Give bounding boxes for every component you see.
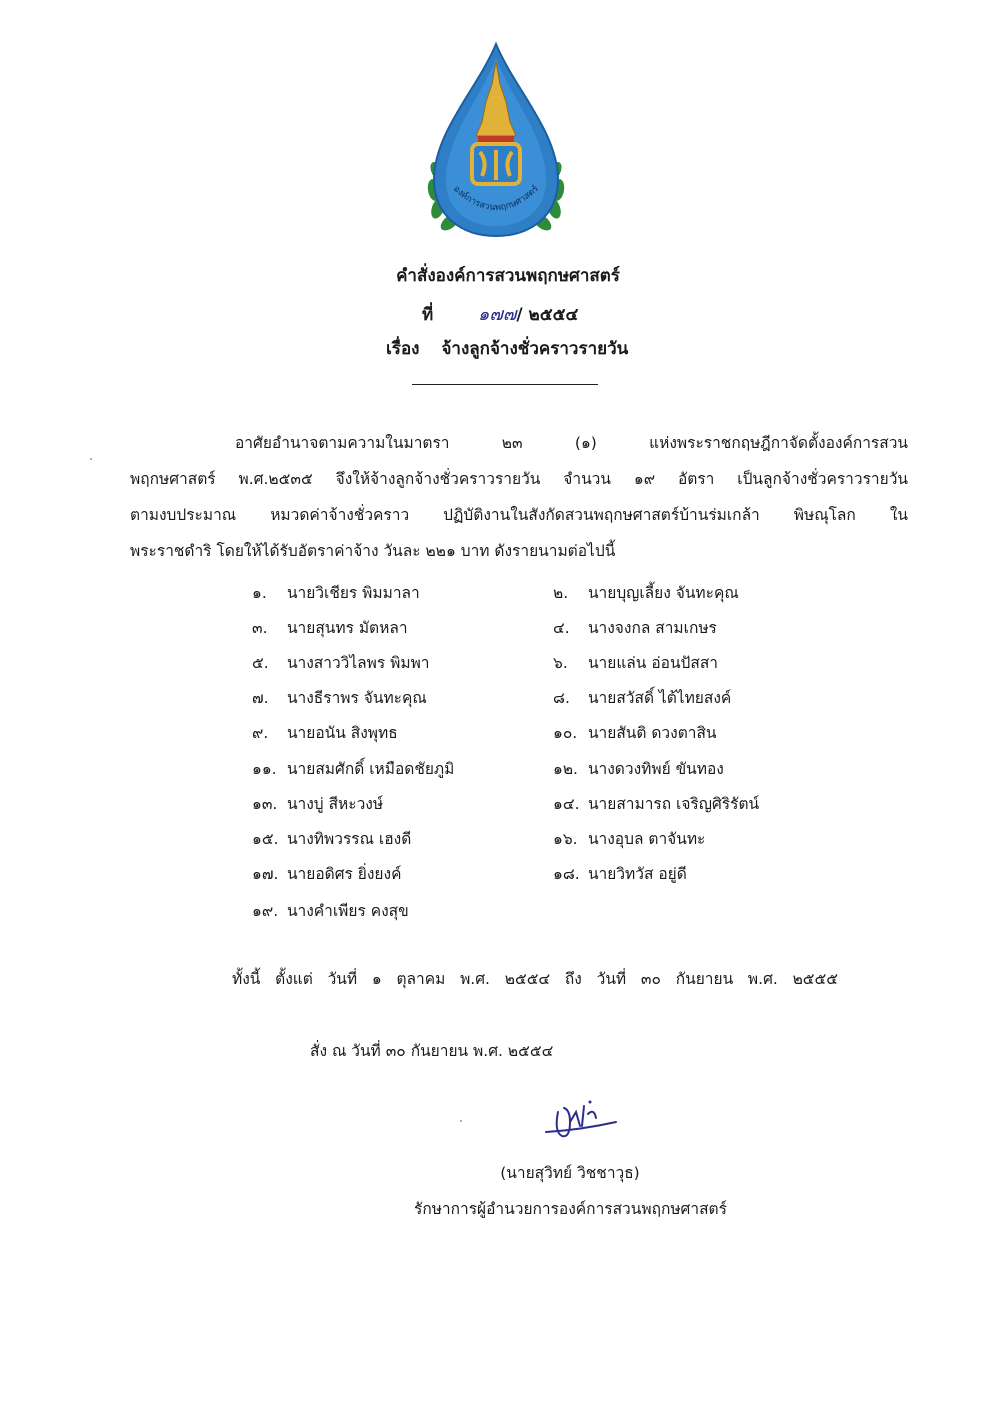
list-item-name: นายบุญเลี้ยง จันทะคุณ (587, 584, 739, 602)
list-item-index: ๑๔. (553, 795, 580, 813)
list-item-index: ๕. (252, 654, 269, 672)
order-date: สั่ง ณ วันที่ ๓๐ กันยายน พ.ศ. ๒๕๕๔ (310, 1042, 554, 1060)
list-item (553, 791, 759, 816)
title-divider (412, 384, 598, 385)
list-item-index: ๑๘. (553, 865, 580, 883)
list-item-index: ๑๐. (553, 724, 578, 742)
list-item (553, 580, 739, 605)
list-item-name: นายอนัน สิงพุทธ (286, 724, 398, 742)
body-line-3: ตามงบประมาณ หมวดค่าจ้างชั่วคราว ปฏิบัติงานในสังกัดสวนพฤกษศาสตร์บ้านร่มเกล้า พิษณุโลก ใน (130, 506, 908, 524)
list-item (252, 615, 408, 640)
list-item (252, 720, 398, 745)
body-line-2: พฤกษศาสตร์ พ.ศ.๒๕๓๕ จึงให้จ้างลูกจ้างชั่วคราวรายวัน จำนวน ๑๙ อัตรา เป็นลูกจ้างชั่วคราวรายวัน (130, 470, 908, 488)
list-item (553, 756, 724, 781)
list-item-index: ๑๖. (553, 830, 578, 848)
emblem-banner-text: องค์การสวนพฤกษศาสตร์ (451, 184, 541, 214)
list-item-name: นายสามารถ เจริญศิริรัตน์ (587, 795, 760, 813)
list-item (252, 826, 411, 851)
order-number (422, 299, 578, 328)
list-item-index: ๒. (553, 584, 569, 602)
order-number-label: ที่ (422, 305, 434, 325)
list-item-name: นางทิพวรรณ เฮงดี (286, 830, 412, 848)
list-item-name: นางอุบล ตาจันทะ (587, 830, 706, 848)
signer-name: (นายสุวิทย์ วิชชาวุธ) (500, 1164, 640, 1182)
list-item-index: ๔. (553, 619, 570, 637)
list-item (553, 650, 718, 675)
list-item-index: ๑๙. (252, 902, 279, 920)
list-item-index: ๑๓. (252, 795, 278, 813)
body-line-4: พระราชดำริ โดยให้ได้รับอัตราค่าจ้าง วันละ ๒๒๑ บาท ดังรายนามต่อไปนี้ (130, 542, 616, 560)
list-item-index: ๑๒. (553, 760, 578, 778)
list-item (252, 898, 409, 923)
list-item-name: นายแล่น อ่อนปัสสา (587, 654, 719, 672)
order-subject (386, 335, 628, 362)
list-item (252, 580, 420, 605)
list-item-name: นายสุนทร มัตหลา (286, 619, 408, 637)
list-item-name: นางดวงทิพย์ ขันทอง (587, 760, 724, 778)
subject-text: จ้างลูกจ้างชั่วคราวรายวัน (441, 339, 629, 359)
signer-title: รักษาการผู้อำนวยการองค์การสวนพฤกษศาสตร์ (414, 1200, 727, 1218)
order-number-suffix: / ๒๕๕๔ (516, 305, 579, 325)
list-item-name: นายสมศักดิ์ เหมือดชัยภูมิ (286, 760, 455, 778)
effective-period: ทั้งนี้ ตั้งแต่ วันที่ ๑ ตุลาคม พ.ศ. ๒๕๕๔ ถึง วันที่ ๓๐ กันยายน พ.ศ. ๒๕๕๕ (232, 970, 838, 988)
list-item-index: ๑๕. (252, 830, 279, 848)
list-item-index: ๑. (252, 584, 267, 602)
list-item (553, 826, 705, 851)
list-item-index: ๙. (252, 724, 269, 742)
list-item-name: นางสาววิไลพร พิมพา (286, 654, 430, 672)
list-item-index: ๓. (252, 619, 268, 637)
list-item-name: นางธีราพร จันทะคุณ (286, 689, 427, 707)
list-item (252, 756, 454, 781)
list-item-index: ๘. (553, 689, 570, 707)
list-item-name: นายวิทวัส อยู่ดี (587, 865, 687, 883)
list-item (252, 791, 383, 816)
list-item-name: นางจงกล สามเกษร (587, 619, 717, 637)
subject-label: เรื่อง (386, 339, 420, 359)
order-title: คำสั่งองค์การสวนพฤกษศาสตร์ (396, 266, 620, 286)
list-item-name: นายอดิศร ยิ่งยงค์ (286, 865, 402, 883)
body-line-1: อาศัยอำนาจตามความในมาตรา ๒๓ (๑) แห่งพระราชกฤษฎีกาจัดตั้งองค์การสวน (235, 434, 908, 452)
list-item-index: ๗. (252, 689, 269, 707)
list-item-name: นางคำเพียร คงสุข (286, 902, 409, 920)
list-item-index: ๑๗. (252, 865, 279, 883)
list-item-name: นางบู่ สีหะวงษ์ (286, 795, 384, 813)
organization-emblem-logo (418, 40, 574, 240)
list-item (553, 861, 687, 886)
list-item-index: ๑๑. (252, 760, 277, 778)
list-item (252, 861, 401, 886)
order-number-handwritten: ๑๗๗ (477, 304, 517, 325)
list-item (252, 650, 430, 675)
list-item (553, 685, 731, 710)
list-item-name: นายสันติ ดวงตาสิน (587, 724, 717, 742)
list-item (252, 685, 427, 710)
list-item-name: นายสวัสดิ์ ไต้ไทยสงค์ (587, 689, 732, 707)
scan-speck (90, 458, 92, 460)
list-item-index: ๖. (553, 654, 568, 672)
scan-speck (460, 1120, 462, 1122)
list-item-name: นายวิเชียร พิมมาลา (286, 584, 420, 602)
list-item (553, 720, 717, 745)
list-item (553, 615, 717, 640)
handwritten-signature (540, 1092, 620, 1152)
